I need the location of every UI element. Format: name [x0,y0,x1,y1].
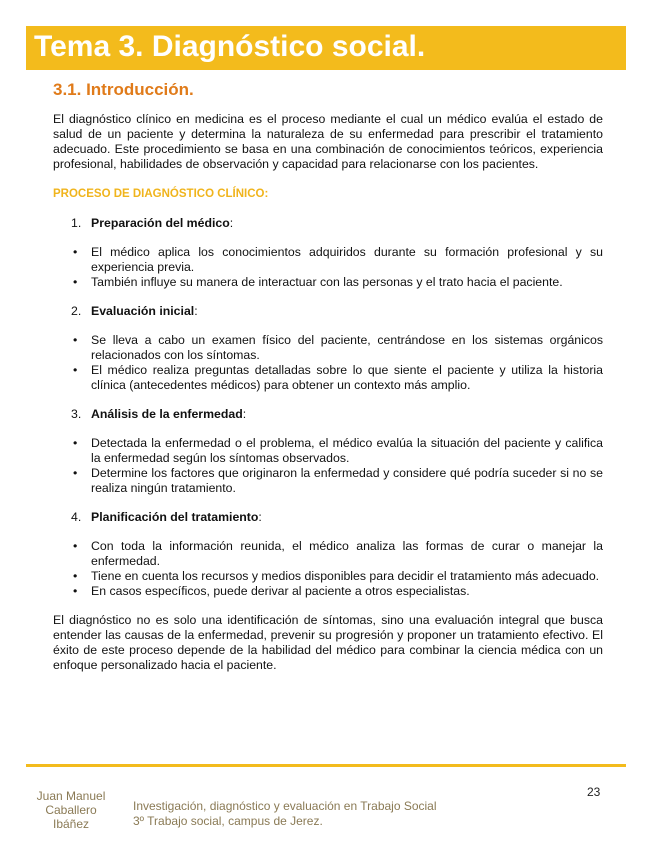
step-label: Planificación del tratamiento [91,510,259,524]
main-content [53,112,603,673]
course-title: Investigación, diagnóstico y evaluación en Trabajo Social [133,799,437,813]
step-item: 4. Planificación del tratamiento: [71,510,262,524]
process-heading: PROCESO DE DIAGNÓSTICO CLÍNICO: [53,188,269,200]
page-title: Tema 3. Diagnóstico social. [34,30,426,63]
bullet-list [53,539,603,599]
step-label: Preparación del médico [91,216,230,230]
bullet-list [53,245,603,290]
step-number: 1. [71,216,82,230]
step-label: Análisis de la enfermedad [91,407,243,421]
course-campus: 3º Trabajo social, campus de Jerez. [133,814,323,828]
step-item: 3. Análisis de la enfermedad: [71,407,247,421]
section-heading: 3.1. Introducción. [53,80,194,99]
list-item: • Tiene en cuenta los recursos y medios disponibles para decidir el tratamiento más adecuado. [53,569,603,584]
title-bar [26,26,626,70]
list-item: • Determine los factores que originaron la enfermedad y considere qué podría suceder si no se realiza ningún tratamiento. [53,466,603,496]
bullet-list [53,333,603,393]
closing-paragraph: El diagnóstico no es solo una identificación de síntomas, sino una evaluación integral que busca entender las causas de la enfermedad, prevenir su progresión y proponer un tratamiento efectivo. El éxito de este proceso depende de la habilidad del médico para combinar la ciencia médica con un enfoque personalizado hacia el paciente. [53,613,603,672]
step-item: 2. Evaluación inicial: [71,304,198,318]
intro-paragraph: El diagnóstico clínico en medicina es el proceso mediante el cual un médico evalúa el estado de salud de un paciente y determina la naturaleza de su enfermedad para prescribir el tratamiento adecuado. Este procedimiento se basa en una combinación de conocimientos teóricos, experiencia profesional, habilidades de observación y capacidad para relacionarse con los pacientes. [53,112,603,171]
step-item: 1. Preparación del médico: [71,216,234,230]
footer-divider [26,764,626,767]
author-line: Caballero [45,803,97,817]
list-item: • En casos específicos, puede derivar al paciente a otros especialistas. [53,584,603,599]
author-line: Ibáñez [52,817,90,831]
list-item: • El médico aplica los conocimientos adquiridos durante su formación profesional y su experiencia previa. [53,245,603,275]
bullet-list [53,436,603,496]
list-item: • El médico realiza preguntas detalladas sobre lo que siente el paciente y utiliza la historia clínica (antecedentes médicos) para obtener un contexto más amplio. [53,363,603,393]
author-line: Juan Manuel [36,789,106,803]
list-item: • Con toda la información reunida, el médico analiza las formas de curar o manejar la enfermedad. [53,539,603,569]
course-info [133,799,437,829]
list-item: • También influye su manera de interactuar con las personas y el trato hacia el paciente. [53,275,603,290]
list-item: • Se lleva a cabo un examen físico del paciente, centrándose en los sistemas orgánicos relacionados con los síntomas. [53,333,603,363]
list-item: • Detectada la enfermedad o el problema, el médico evalúa la situación del paciente y califica la enfermedad según los síntomas observados. [53,436,603,466]
step-number: 3. [71,407,82,421]
author-name [26,789,116,831]
step-number: 2. [71,304,82,318]
step-number: 4. [71,510,82,524]
page-number: 23 [587,785,601,799]
step-label: Evaluación inicial [91,304,195,318]
